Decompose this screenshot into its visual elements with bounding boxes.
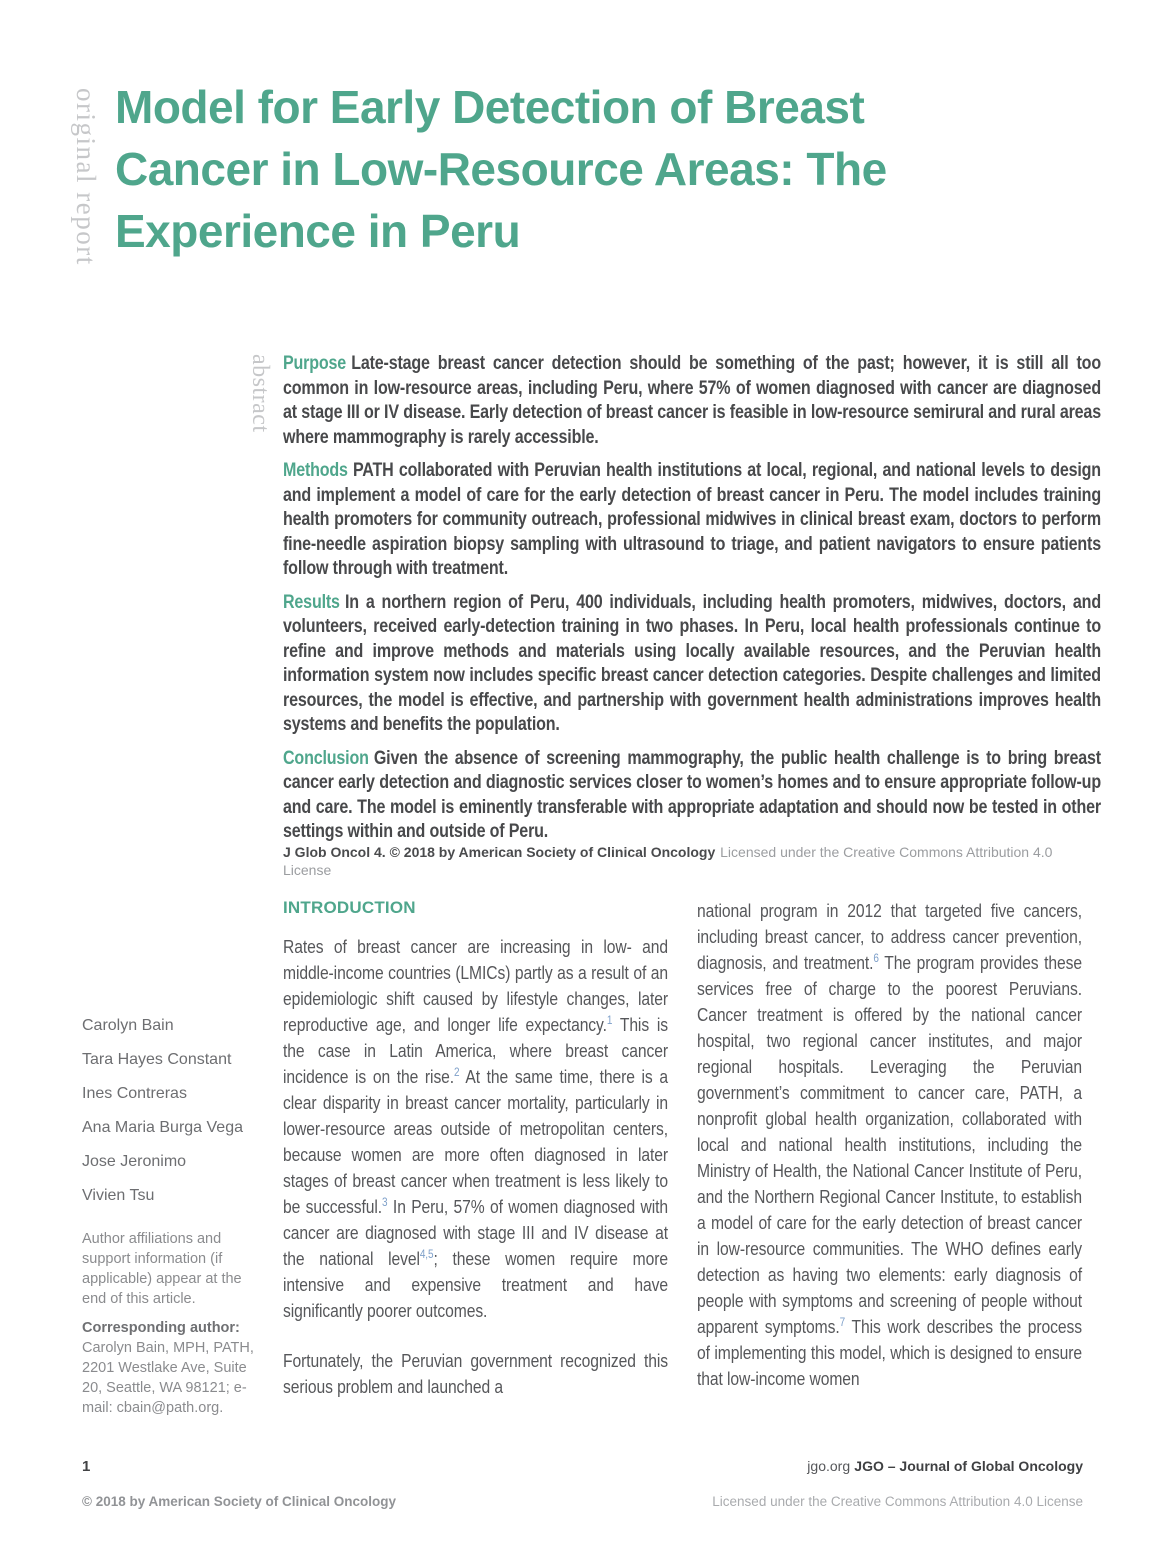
- reference-superscript: 4,5: [419, 1249, 434, 1261]
- body-column-left-text: [283, 934, 668, 1400]
- paragraph: [283, 934, 668, 1324]
- author-name: Vivien Tsu: [82, 1187, 155, 1204]
- author-sidebar: [82, 898, 254, 1454]
- abstract-results-heading: Results: [283, 591, 340, 613]
- paragraph-text: In Peru, 57% of women diagnosed with cancer are diagnosed with stage III and IV disease at the national level: [283, 1197, 668, 1269]
- corresponding-author-label: Corresponding author:: [82, 1320, 240, 1336]
- author-name: Ines Contreras: [82, 1085, 187, 1102]
- author-name: Tara Hayes Constant: [82, 1051, 232, 1068]
- introduction-heading: INTRODUCTION: [283, 898, 416, 917]
- abstract-purpose-heading: Purpose: [283, 353, 347, 374]
- journal-reference: [807, 1458, 1083, 1474]
- paragraph-text: Rates of breast cancer are increasing in low- and middle-income countries (LMICs) partly as a result of an epidemiologic shift caused by lifestyle changes, later reproductive age, and longer life expectancy.: [283, 937, 668, 1035]
- citation-line: [283, 843, 1101, 879]
- main-content: [82, 898, 1083, 1454]
- author-name: Jose Jeronimo: [82, 1153, 187, 1170]
- license-notice: Licensed under the Creative Commons Attribution 4.0 License: [712, 1494, 1083, 1509]
- corresponding-author-text: Carolyn Bain, MPH, PATH, 2201 Westlake Ave, Suite 20, Seattle, WA 98121; e-mail: cbain@path.org.: [82, 1340, 254, 1416]
- body-column-right-text: [697, 898, 1082, 1392]
- paragraph: [697, 898, 1082, 1392]
- abstract-results-text: In a northern region of Peru, 400 individuals, including health promoters, midwives, doctors, and volunteers, received early-detection training in two phases. In Peru, local health professionals continue to refine and improve methods and materials using locally available resources, and the Peruvian health information system now includes specific breast cancer detection categories. Despite challenges and limited resources, the model is effective, and partnership with government health administrations improves health systems and benefits the population.: [283, 591, 1101, 735]
- article-title-line: Cancer in Low-Resource Areas: The: [115, 143, 887, 195]
- copyright-notice: © 2018 by American Society of Clinical Oncology: [82, 1494, 397, 1509]
- citation-text: J Glob Oncol 4. © 2018 by American Society of Clinical Oncology: [283, 844, 716, 860]
- page-number: 1: [82, 1458, 91, 1475]
- reference-superscript: 6: [873, 953, 879, 965]
- abstract-results: [283, 591, 1101, 738]
- abstract-purpose-text: Late-stage breast cancer detection should be something of the past; however, it is still all too common in low-resource areas, including Peru, where 57% of women diagnosed with cancer are diagnosed at stage III or IV disease. Early detection of breast cancer is feasible in low-resource semirural and rural areas where mammography is rarely accessible.: [283, 353, 1101, 448]
- abstract-purpose: [283, 352, 1101, 450]
- reference-superscript: 2: [454, 1067, 460, 1079]
- reference-superscript: 3: [382, 1197, 388, 1209]
- article-title-line: Model for Early Detection of Breast: [115, 81, 865, 133]
- article-title-line: Experience in Peru: [115, 205, 521, 257]
- abstract-methods: [283, 459, 1101, 582]
- paragraph: Fortunately, the Peruvian government recognized this serious problem and launched a: [283, 1351, 668, 1397]
- paragraph-text: At the same time, there is a clear disparity in breast cancer mortality, particularly in lower-resource areas outside of metropolitan centers, because women are more often diagnosed in later stages of breast cancer when treatment is less likely to be successful.: [283, 1067, 668, 1217]
- affiliation-note: Author affiliations and support information (if applicable) appear at the end of this article.: [82, 1231, 242, 1307]
- footer-license-row: [82, 1494, 1083, 1509]
- paragraph-text: national program in 2012 that targeted five cancers, including breast cancer, to address cancer prevention, diagnosis, and treatment.: [697, 901, 1082, 973]
- abstract-section: [247, 352, 1101, 842]
- author-list: [82, 1016, 254, 1205]
- footer-journal-row: [82, 1458, 1083, 1475]
- reference-superscript: 1: [606, 1015, 613, 1027]
- abstract-conclusion-heading: Conclusion: [283, 747, 369, 769]
- abstract-conclusion-text: Given the absence of screening mammography, the public health challenge is to bring breast cancer early detection and diagnostic services closer to women’s homes and to ensure appropriate follow-up and care. The model is eminently transferable with appropriate adaptation and should now be tested in other settings within and outside of Peru.: [283, 747, 1101, 842]
- body-column-right: [697, 898, 1083, 1454]
- corresponding-author-block: [82, 1318, 254, 1418]
- abstract-methods-text: PATH collaborated with Peruvian health institutions at local, regional, and national levels to design and implement a model of care for the early detection of breast cancer in Peru. The model includes training health promoters for community outreach, professional midwives in clinical breast exam, doctors to perform fine-needle aspiration biopsy sampling with ultrasound to triage, and patient navigators to ensure patients follow through with treatment.: [283, 460, 1101, 579]
- paragraph-text: This work describes the process of implementing this model, which is designed to ensure that low-income women: [697, 1317, 1082, 1389]
- paragraph-text: This is the case in Latin America, where breast cancer incidence is on the rise.: [283, 1015, 668, 1087]
- article-title: [115, 76, 1015, 262]
- abstract-methods-heading: Methods: [283, 460, 348, 481]
- article-type-label: original report: [71, 88, 101, 266]
- author-name: Carolyn Bain: [82, 1017, 174, 1034]
- abstract-body: [283, 352, 1101, 845]
- reference-superscript: 7: [839, 1317, 846, 1329]
- abstract-conclusion: [283, 747, 1101, 845]
- citation-license: Licensed under the Creative Commons Attribution 4.0 License: [283, 844, 1053, 878]
- body-column-left: [283, 898, 668, 1454]
- author-name: Ana Maria Burga Vega: [82, 1119, 243, 1136]
- journal-name: JGO – Journal of Global Oncology: [854, 1458, 1083, 1474]
- journal-site: jgo.org: [807, 1458, 851, 1474]
- paragraph-text: ; these women require more intensive and expensive treatment and have significantly poorer outcomes.: [283, 1249, 668, 1321]
- paragraph-text: The program provides these services free of charge to the poorest Peruvians. Cancer treatment is offered by the national cancer hospital, two regional cancer institutes, and major regional hospitals. Leveraging the Peruvian government’s commitment to cancer care, PATH, a nonprofit global health organization, collaborated with local and national health institutions, including the Ministry of Health, the National Cancer Institute of Peru, and the Northern Regional Cancer Institute, to establish a model of care for the early detection of breast cancer in low-resource communities. The WHO defines early detection as having two elements: early diagnosis of people with symptoms and screening of people without apparent symptoms.: [697, 953, 1082, 1337]
- abstract-label: abstract: [247, 354, 273, 433]
